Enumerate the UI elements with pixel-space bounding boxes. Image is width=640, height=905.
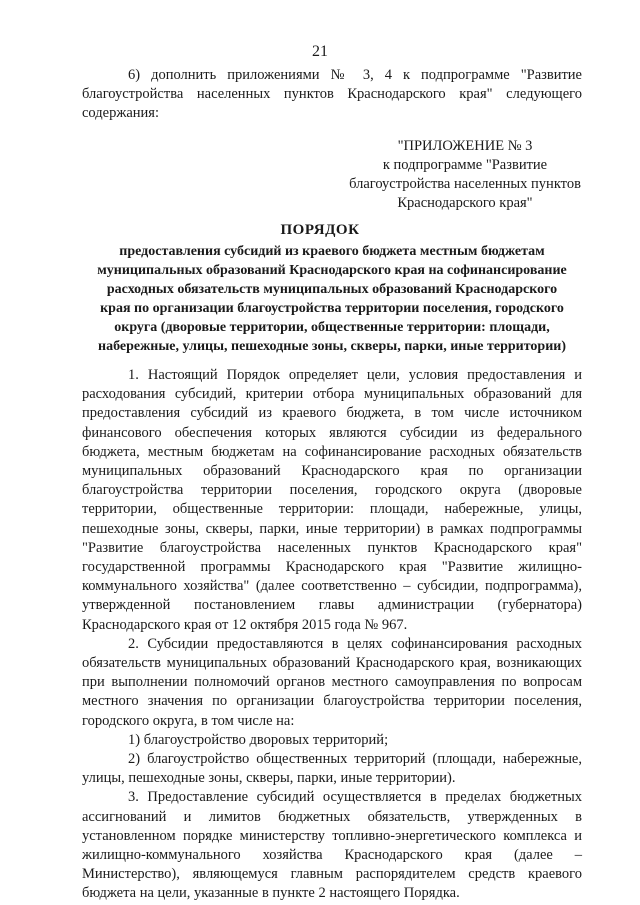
subtitle-line: предоставления субсидий из краевого бюджета местным бюджетам [119, 244, 545, 259]
appendix-line: Краснодарского края" [397, 195, 533, 211]
paragraph-2-item-2: 2) благоустройство общественных территорий (площади, набережные, улицы, пешеходные зоны, скверы, парки, иные территории). [82, 751, 582, 787]
appendix-title: "ПРИЛОЖЕНИЕ № 3 [397, 138, 533, 154]
paragraph-3: 3. Предоставление субсидий осуществляется в пределах бюджетных ассигнований и лимитов бюджетных обязательств, утвержденных в установленном порядке министерству топливно-энергетического комплекса и жилищно-коммунального хозяйства Краснодарского края (далее – Министерство), являющемуся главным распорядителем средств краевого бюджета на цели, указанные в пункте 2 настоящего Порядка. [82, 789, 582, 902]
intro-paragraph: 6) дополнить приложениями № 3, 4 к подпрограмме "Развитие благоустройства населенных пунктов Краснодарского края" следующего содержания: [82, 67, 582, 121]
page-number: 21 [312, 43, 328, 60]
subtitle-line: округа (дворовые территории, общественные территории: площади, [114, 320, 550, 335]
subtitle-line: края по организации благоустройства территории поселения, городского [100, 301, 564, 316]
appendix-line: благоустройства населенных пунктов [349, 176, 581, 192]
subtitle-line: набережные, улицы, пешеходные зоны, скверы, парки, иные территории) [98, 339, 566, 354]
subtitle-line: расходных обязательств муниципальных образований Краснодарского [106, 282, 558, 297]
subtitle-line: муниципальных образований Краснодарского края на софинансирование [97, 263, 567, 278]
document-body [82, 366, 582, 904]
appendix-header [345, 137, 585, 213]
paragraph-1: 1. Настоящий Порядок определяет цели, условия предоставления и расходования субсидий, критерии отбора муниципальных образований для предоставления субсидий из краевого бюджета, в том числе источником финансового обеспечения которых являются субсидии из федерального бюджета, местным бюджетам на софинансирование расходных обязательств муниципальных образований Краснодарского края по организации благоустройства территории поселения, городского округа (дворовые территории, общественные территории: площади, набережные, улицы, пешеходные зоны, скверы, парки, иные территории) в рамках подпрограммы "Развитие благоустройства населенных пунктов Краснодарского края" государственной программы Краснодарского края "Развитие жилищно-коммунального хозяйства" (далее соответственно – субсидии, подпрограмма), утвержденной постановлением главы администрации (губернатора) Краснодарского края от 12 октября 2015 года № 967. [82, 367, 582, 633]
document-title: ПОРЯДОК [280, 222, 360, 238]
paragraph-2: 2. Субсидии предоставляются в целях софинансирования расходных обязательств муниципальных образований Краснодарского края, возникающих при выполнении полномочий органов местного самоуправления по вопросам местного значения по организации благоустройства территории поселения, городского округа, в том числе на: [82, 635, 582, 729]
paragraph-2-item-1: 1) благоустройство дворовых территорий; [128, 731, 389, 748]
document-subtitle [82, 242, 582, 356]
appendix-line: к подпрограмме "Развитие [382, 157, 548, 173]
